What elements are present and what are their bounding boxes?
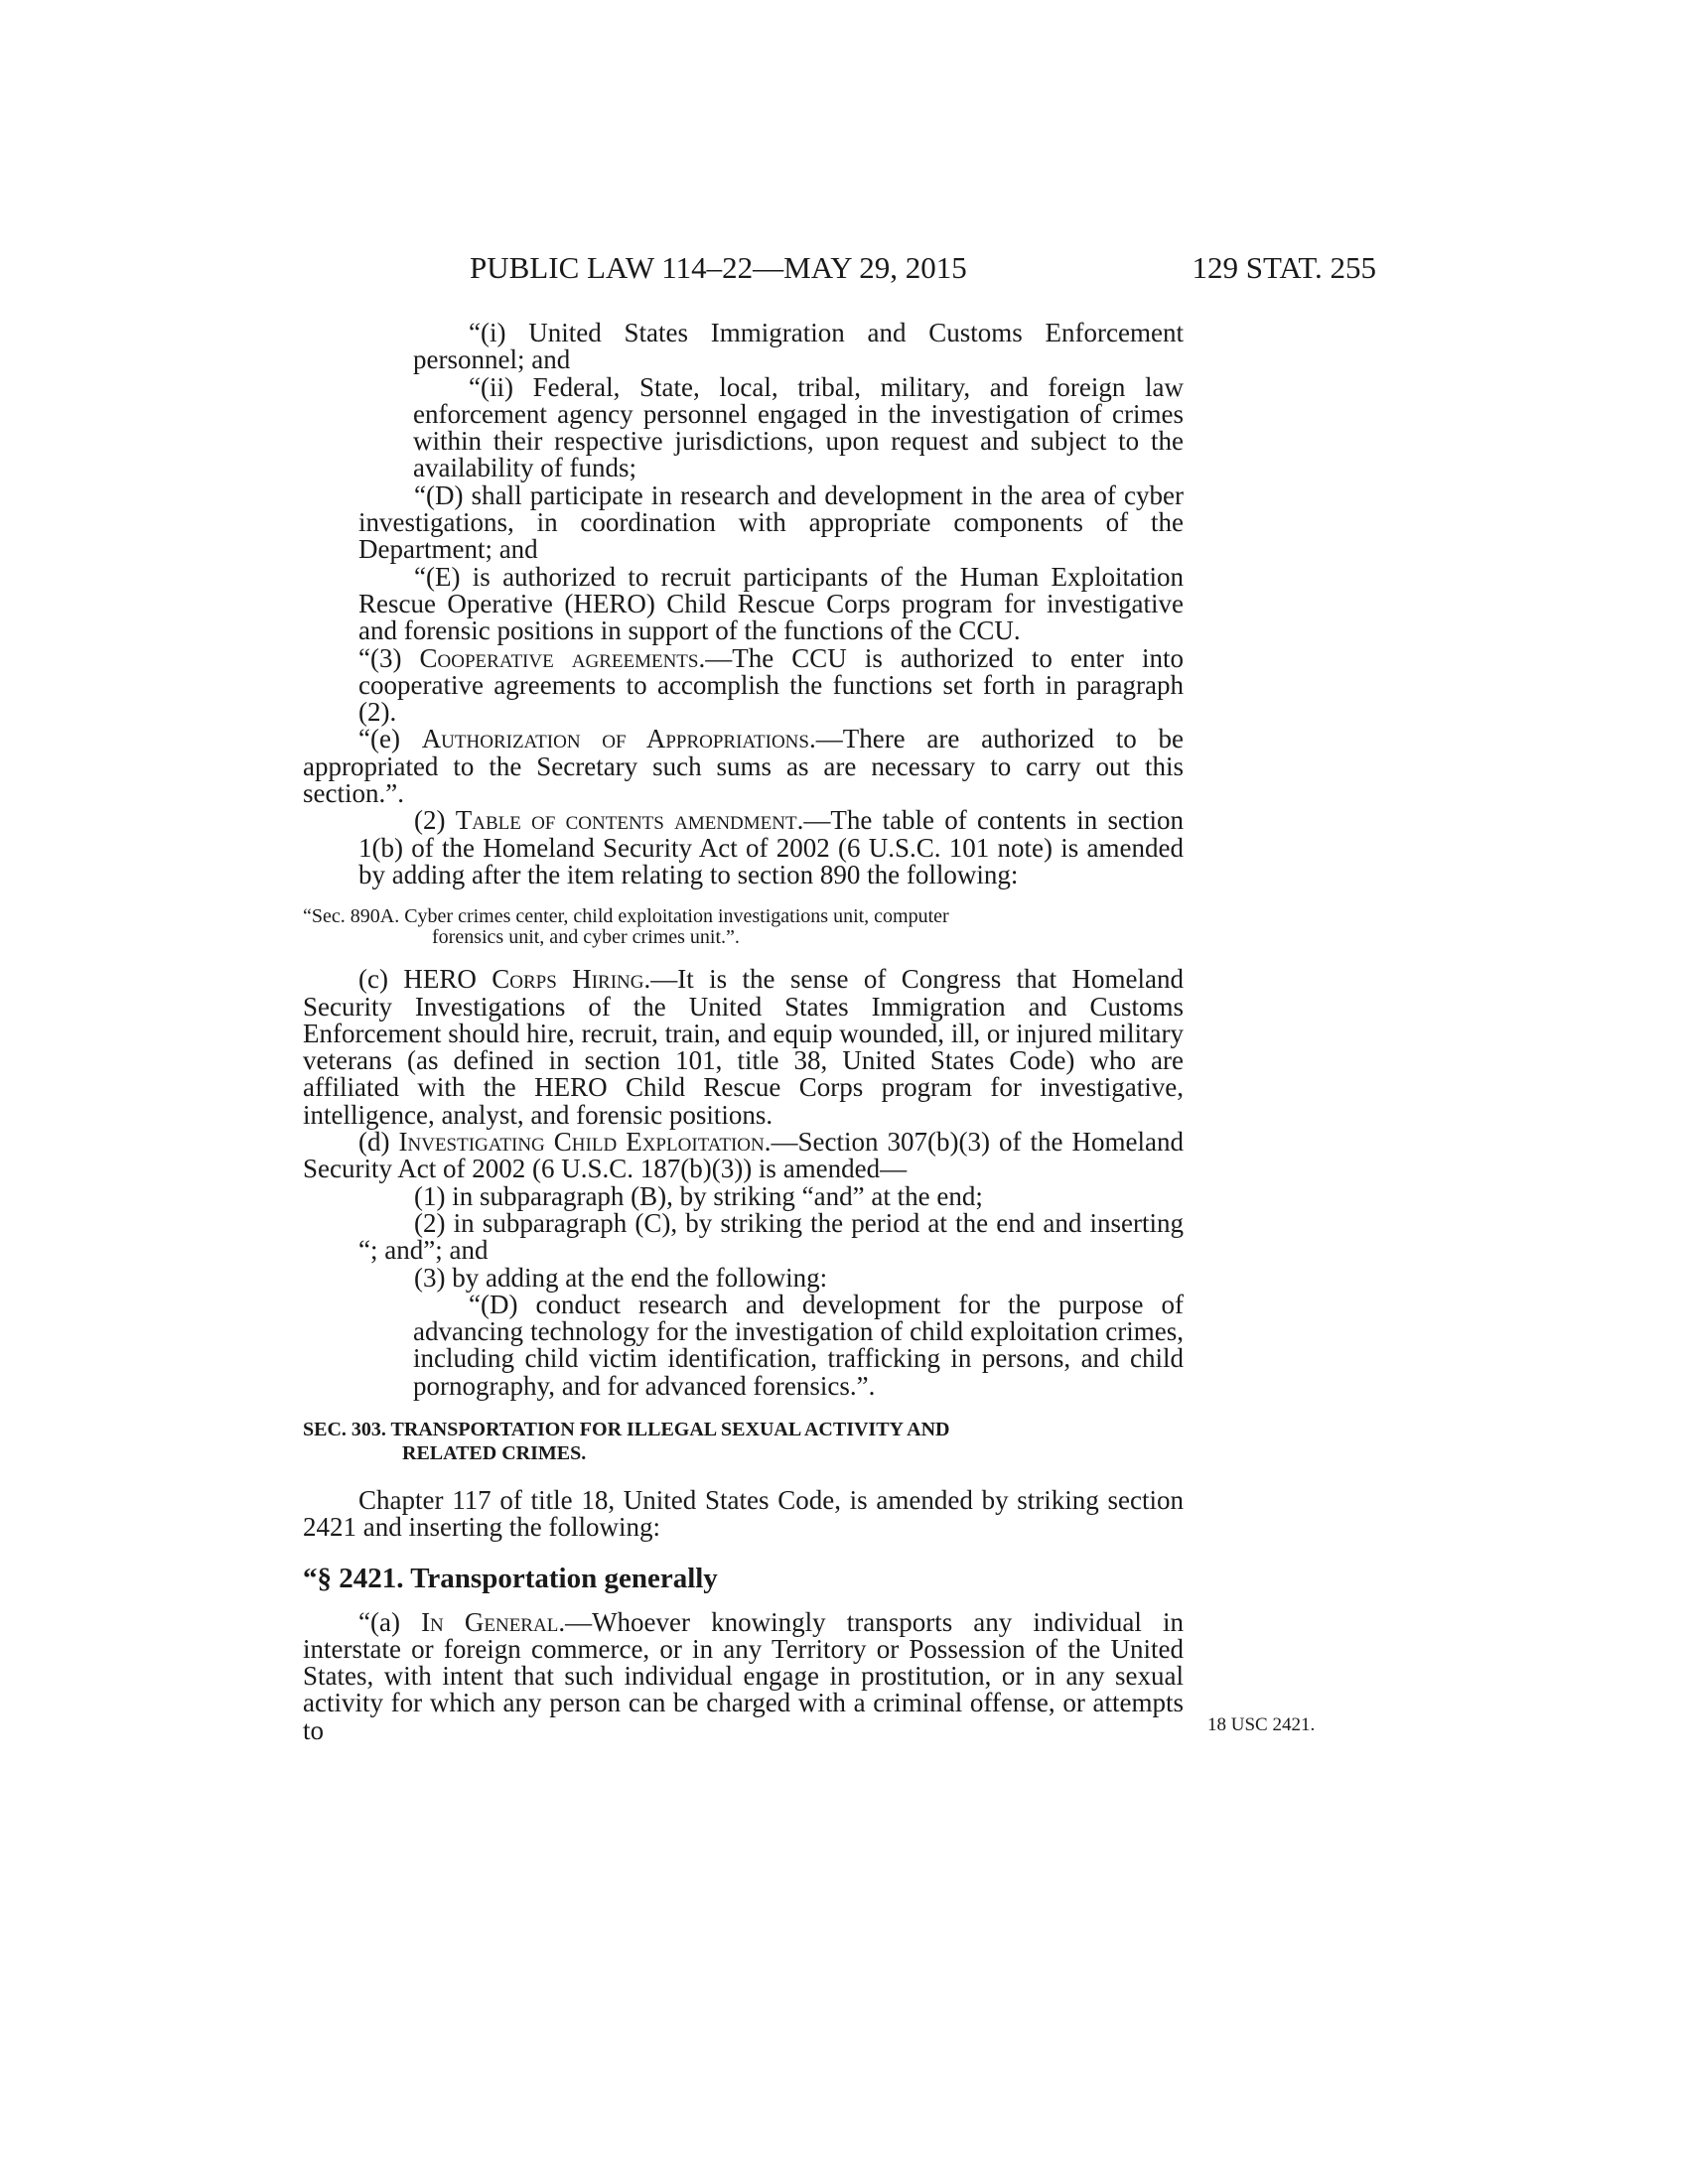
document-body bbox=[303, 320, 1184, 1744]
paragraph-3 bbox=[303, 642, 1184, 728]
toc-entry bbox=[303, 906, 1184, 948]
subparagraph-d: “(D) shall participate in research and development in the area of cyber investigations, in coordination with appropriate components of the Department; and bbox=[358, 479, 1184, 565]
subsection-c-text: .—It is the sense of Congress that Homeland Security Investigations of the United States Immigration and Customs Enforcement should hire, recruit, train, and equip wounded, ill, or injured military veterans (as defined in section 101, title 38, United States Code) who are affiliated with the HERO Child Rescue Corps program for investigative, intelligence, analyst, and forensic positions. bbox=[303, 964, 1184, 1130]
subsection-a-heading: In General bbox=[421, 1606, 559, 1637]
subsection-a-lead: “(a) bbox=[358, 1606, 422, 1637]
paragraph-2-text: .—The table of contents in section 1(b) of the Homeland Security Act of 2002 (6 U.S.C. 101 note) is amended by adding after the item relating to section 890 the following: bbox=[358, 805, 1184, 889]
section-2421-heading: “§ 2421. Transportation generally bbox=[303, 1562, 718, 1594]
margin-citation: 18 USC 2421. bbox=[1207, 1714, 1316, 1735]
paragraph-3-heading: Cooperative agreements bbox=[419, 642, 699, 673]
subsection-d-text: .—Section 307(b)(3) of the Homeland Security Act of 2002 (6 U.S.C. 187(b)(3)) is amended— bbox=[303, 1127, 1184, 1184]
section-303-heading bbox=[303, 1418, 1184, 1465]
subsection-d-heading: Investigating Child Exploitation bbox=[398, 1127, 765, 1158]
subsection-d bbox=[303, 1129, 1184, 1183]
amendment-3: (3) by adding at the end the following: bbox=[414, 1262, 828, 1293]
subsection-a bbox=[303, 1606, 1184, 1745]
paragraph-2 bbox=[303, 807, 1184, 888]
page-header-title: PUBLIC LAW 114–22—MAY 29, 2015 bbox=[470, 250, 967, 285]
paragraph-2-heading: Table of contents amendment bbox=[455, 805, 797, 836]
section-heading-line-1: SEC. 303. TRANSPORTATION FOR ILLEGAL SEXUAL ACTIVITY AND bbox=[303, 1418, 950, 1440]
paragraph-2-lead: (2) bbox=[414, 805, 456, 836]
section-heading-line-2: RELATED CRIMES. bbox=[402, 1441, 587, 1464]
new-subparagraph-d: “(D) conduct research and development for the purpose of advancing technology for the investigation of child exploitation crimes, including child victim identification, trafficking in persons, and child pornography, and for advanced forensics.”. bbox=[413, 1289, 1184, 1401]
clause-i: “(i) United States Immigration and Customs Enforcement personnel; and bbox=[413, 318, 1184, 375]
toc-line-1: “Sec. 890A. Cyber crimes center, child exploitation investigations unit, computer bbox=[303, 905, 949, 928]
subsection-d-lead: (d) bbox=[358, 1127, 399, 1158]
section-303-text: Chapter 117 of title 18, United States Code, is amended by striking section 2421 and inserting the following: bbox=[303, 1484, 1184, 1543]
subsection-e-lead: “(e) bbox=[358, 724, 422, 754]
amendment-1: (1) in subparagraph (B), by striking “and” at the end; bbox=[414, 1180, 983, 1211]
paragraph-3-text: .—The CCU is authorized to enter into cooperative agreements to accomplish the functions set forth in paragraph (2). bbox=[358, 642, 1184, 728]
subsection-c-heading: HERO Corps Hiring bbox=[403, 964, 644, 995]
subsection-a-text: .—Whoever knowingly transports any individual in interstate or foreign commerce, or in any Territory or Possession of the United States, with intent that such individual engage in prostitution, or in any sexual activity for which any person can be charged with a criminal offense, or attempts to bbox=[303, 1606, 1184, 1745]
amendment-2: (2) in subparagraph (C), by striking the period at the end and inserting “; and”; and bbox=[358, 1207, 1184, 1266]
clause-ii: “(ii) Federal, State, local, tribal, military, and foreign law enforcement agency personnel engaged in the investigation of crimes within their respective jurisdictions, upon request and subject to the availability of funds; bbox=[413, 371, 1184, 483]
subsection-e bbox=[303, 726, 1184, 807]
subsection-c-lead: (c) bbox=[358, 964, 404, 995]
paragraph-3-lead: “(3) bbox=[358, 642, 420, 673]
page-header-stat: 129 STAT. 255 bbox=[1192, 250, 1376, 285]
toc-line-2: forensics unit, and cyber crimes unit.”. bbox=[432, 926, 740, 949]
subparagraph-e: “(E) is authorized to recruit participants of the Human Exploitation Rescue Operative (HERO) Child Rescue Corps program for investigative and forensic positions in support of the functions of the CCU. bbox=[358, 561, 1184, 646]
subsection-e-text: .—There are authorized to be appropriated to the Secretary such sums as are necessary to carry out this section.”. bbox=[303, 724, 1184, 809]
subsection-e-heading: Authorization of Appropriations bbox=[421, 724, 809, 754]
subsection-c bbox=[303, 966, 1184, 1129]
